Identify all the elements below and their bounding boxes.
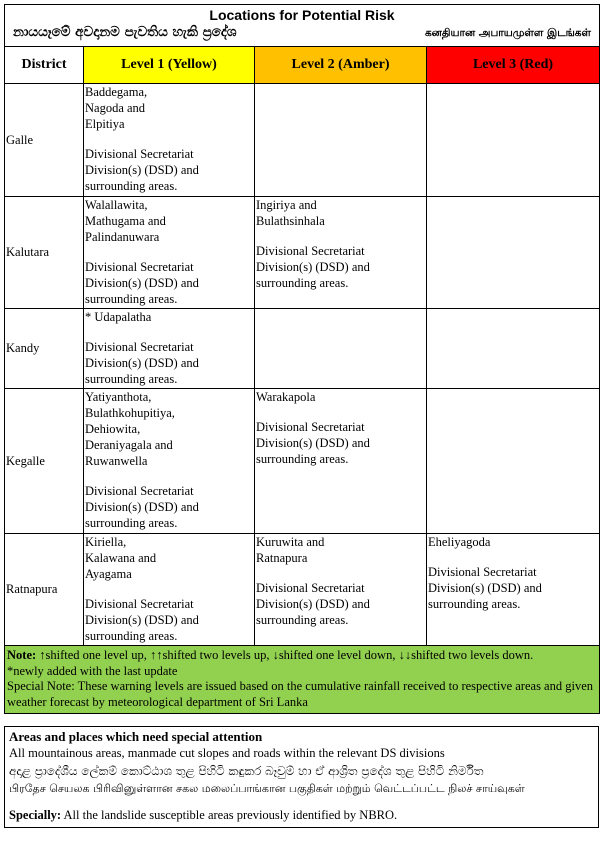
table-row — [5, 534, 600, 646]
district-name: Kandy — [5, 309, 84, 389]
header-level1: Level 1 (Yellow) — [84, 47, 255, 84]
level1-places: Baddegama, Nagoda and Elpitiya — [85, 85, 148, 131]
level1-dsd-text: Divisional Secretariat Division(s) (DSD) and surrounding areas. — [85, 147, 199, 193]
level1-dsd-text: Divisional Secretariat Division(s) (DSD) and surrounding areas. — [85, 484, 199, 530]
header-level3: Level 3 (Red) — [427, 47, 600, 84]
level2-places: Ingiriya and Bulathsinhala — [256, 198, 325, 228]
attention-english: All mountainous areas, manmade cut slopes and roads within the relevant DS divisions — [9, 746, 445, 760]
header-level2: Level 2 (Amber) — [255, 47, 427, 84]
level3-dsd-text: Divisional Secretariat Division(s) (DSD) and surrounding areas. — [428, 565, 542, 611]
title-local — [9, 23, 595, 42]
level2-cell — [255, 84, 427, 197]
level3-places: Eheliyagoda — [428, 535, 491, 549]
district-name: Galle — [5, 84, 84, 197]
level1-places: Kiriella, Kalawana and Ayagama — [85, 535, 157, 581]
risk-table — [4, 4, 600, 714]
level2-places: Warakapola — [256, 390, 316, 404]
level1-places: * Udapalatha — [85, 310, 152, 324]
district-name: Kegalle — [5, 389, 84, 534]
title-english: Locations for Potential Risk — [209, 7, 395, 23]
note-cell — [5, 646, 600, 714]
attention-sinhala: අදාළ ප්‍රාදේශීය ලේකම් කොට්ඨාශ තුළ පිහිටි කඳුකර බෑවුම් හා ඒ ආශ්‍රිත ප්‍රදේශ තුළ පිහිටි නිර්මිත — [9, 764, 484, 778]
attention-specially — [9, 807, 596, 823]
title-row — [5, 5, 600, 47]
special-attention-box — [4, 726, 599, 828]
header-district: District — [5, 47, 84, 84]
level1-places: Walallawita, Mathugama and Palindanuwara — [85, 198, 166, 244]
level2-places: Kuruwita and Ratnapura — [256, 535, 325, 565]
level2-dsd-text: Divisional Secretariat Division(s) (DSD) and surrounding areas. — [256, 581, 370, 627]
level1-dsd-text: Divisional Secretariat Division(s) (DSD) and surrounding areas. — [85, 260, 199, 306]
level1-cell — [84, 84, 255, 197]
level1-cell — [84, 309, 255, 389]
level1-dsd-text: Divisional Secretariat Division(s) (DSD) and surrounding areas. — [85, 597, 199, 643]
level1-places: Yatiyanthota, Bulathkohupitiya, Dehiowita, Deraniyagala and Ruwanwella — [85, 390, 175, 468]
table-row — [5, 389, 600, 534]
level3-cell — [427, 389, 600, 534]
level2-cell — [255, 389, 427, 534]
level2-cell — [255, 534, 427, 646]
title-sinhala: නායයෑමේ අවදානම පැවතිය හැකි ප්‍රදේශ — [13, 24, 237, 40]
level3-cell — [427, 534, 600, 646]
note-special: Special Note: These warning levels are issued based on the cumulative rainfall received to respective areas and given weather forecast by meteorological department of Sri Lanka — [7, 679, 593, 709]
district-name: Kalutara — [5, 197, 84, 309]
note-legend — [7, 648, 597, 664]
table-row — [5, 197, 600, 309]
table-row — [5, 84, 600, 197]
level2-cell — [255, 309, 427, 389]
specially-label: Specially: — [9, 808, 62, 822]
table-row — [5, 309, 600, 389]
level1-dsd-text: Divisional Secretariat Division(s) (DSD) and surrounding areas. — [85, 340, 199, 386]
level2-dsd-text: Divisional Secretariat Division(s) (DSD) and surrounding areas. — [256, 420, 370, 466]
title-tamil: கனதியான அபாயமுள்ள இடங்கள் — [424, 27, 591, 39]
note-newly: *newly added with the last update — [7, 663, 178, 678]
level2-cell — [255, 197, 427, 309]
district-rows — [5, 84, 600, 646]
level1-cell — [84, 389, 255, 534]
attention-title: Areas and places which need special attention — [9, 729, 263, 744]
note-row — [5, 646, 600, 714]
level3-cell — [427, 197, 600, 309]
note-text: ↑shifted one level up, ↑↑shifted two levels up, ↓shifted one level down, ↓↓shifted two levels down. — [36, 648, 534, 662]
district-name: Ratnapura — [5, 534, 84, 646]
level3-cell — [427, 309, 600, 389]
title-cell — [5, 5, 600, 47]
header-row — [5, 47, 600, 84]
note-label: Note: — [7, 648, 37, 662]
level3-cell — [427, 84, 600, 197]
risk-document — [4, 4, 599, 828]
level1-cell — [84, 534, 255, 646]
attention-tamil: பிரதேச செயலக பிரிவினுள்ளான சகல மலைப்பாங்கான பகுதிகள் மற்றும் வெட்டப்பட்ட நிலச் சாய்வுகள் — [9, 782, 525, 795]
level1-cell — [84, 197, 255, 309]
level2-dsd-text: Divisional Secretariat Division(s) (DSD) and surrounding areas. — [256, 244, 370, 290]
specially-text: All the landslide susceptible areas previously identified by NBRO. — [61, 808, 398, 822]
